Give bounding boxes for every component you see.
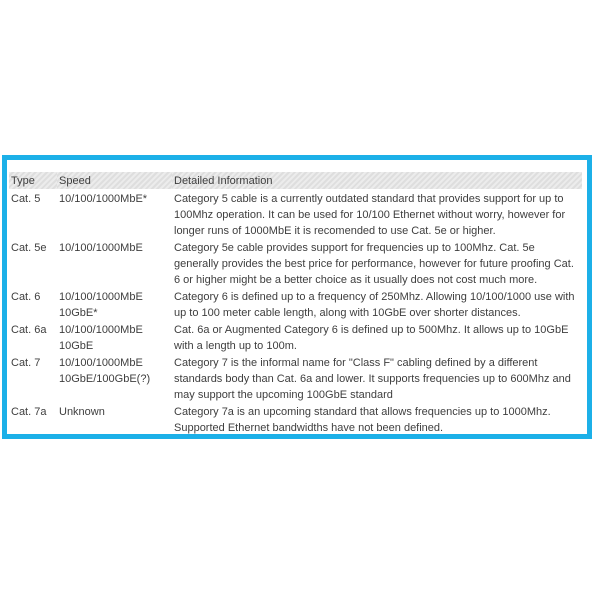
table-row — [9, 321, 582, 354]
type-cell: Cat. 7a — [11, 406, 47, 418]
speed-line: 10/100/1000MbE — [59, 324, 143, 336]
speed-cell — [57, 403, 172, 436]
table-body — [9, 189, 582, 436]
speed-cell — [57, 288, 172, 321]
column-header-detailed-information: Detailed Information — [172, 172, 582, 189]
speed-cell — [57, 354, 172, 403]
speed-line: 10/100/1000MbE — [59, 242, 143, 254]
type-cell: Cat. 5e — [11, 242, 47, 254]
info-cell: Category 5 cable is a currently outdated standard that provides support for up to 100Mhz operation. It can be used for 10/100 Ethernet without worry, however for longer runs of 1000MbE it is recomended to use Cat. 5e or higher. — [174, 193, 566, 237]
table-header-row — [9, 172, 582, 189]
type-cell: Cat. 6a — [11, 324, 47, 336]
table-row — [9, 189, 582, 239]
speed-line: 10GbE* — [59, 307, 98, 319]
speed-line: 10/100/1000MbE* — [59, 193, 148, 205]
info-cell: Cat. 6a or Augmented Category 6 is defined up to 500Mhz. It allows up to 10GbE with a length up to 100m. — [174, 324, 569, 352]
table-row — [9, 239, 582, 288]
info-cell: Category 6 is defined up to a frequency of 250Mhz. Allowing 10/100/1000 use with up to 100 meter cable length, along with 10GbE over shorter distances. — [174, 291, 575, 319]
type-cell: Cat. 6 — [11, 291, 41, 303]
info-cell: Category 7 is the informal name for "Class F" cabling defined by a different standards body than Cat. 6a and lower. It supports frequencies up to 600Mhz and may support the upcoming 100GbE standard — [174, 357, 571, 401]
column-header-speed: Speed — [57, 172, 172, 189]
column-header-type: Type — [9, 172, 57, 189]
table-row — [9, 288, 582, 321]
type-cell: Cat. 7 — [11, 357, 41, 369]
table-row — [9, 354, 582, 403]
ethernet-cable-table — [9, 172, 582, 436]
info-cell: Category 7a is an upcoming standard that allows frequencies up to 1000Mhz. Supported Ethernet bandwidths have not been defined. — [174, 406, 551, 434]
speed-cell — [57, 321, 172, 354]
speed-cell — [57, 239, 172, 288]
speed-line: 10GbE/100GbE(?) — [59, 373, 151, 385]
type-cell: Cat. 5 — [11, 193, 41, 205]
table-row — [9, 403, 582, 436]
speed-line: 10GbE — [59, 340, 94, 352]
speed-line: 10/100/1000MbE — [59, 291, 143, 303]
speed-line: Unknown — [59, 406, 105, 418]
cable-category-table — [2, 155, 592, 439]
speed-line: 10/100/1000MbE — [59, 357, 143, 369]
speed-cell — [57, 189, 172, 239]
info-cell: Category 5e cable provides support for frequencies up to 100Mhz. Cat. 5e generally provides the best price for performance, however for future proofing Cat. 6 or higher might be a better choice as it usually does not cost much more. — [174, 242, 574, 286]
